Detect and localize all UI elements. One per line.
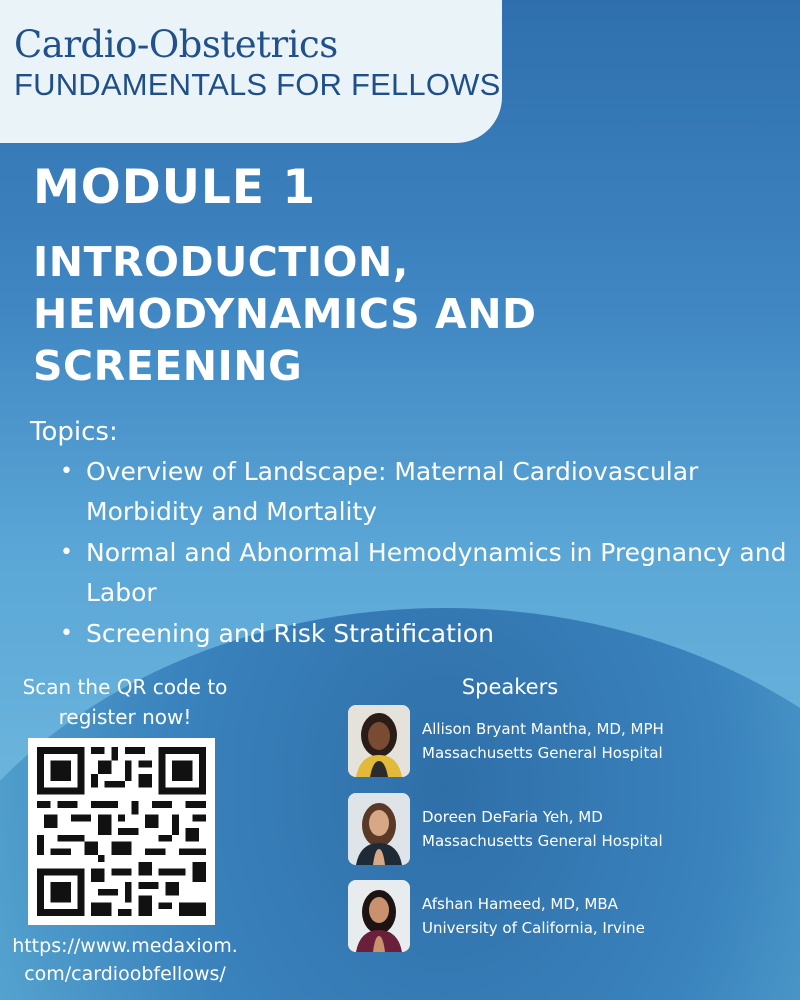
speakers-heading: Speakers (461, 675, 559, 699)
topic-text: Normal and Abnormal Hemodynamics in Pregnancy and Labor (86, 538, 787, 607)
speaker-info (422, 805, 663, 853)
speaker-info (422, 892, 645, 940)
speaker-affiliation: University of California, Irvine (422, 919, 645, 937)
speaker-name: Doreen DeFaria Yeh, MD (422, 808, 603, 826)
speaker-name: Allison Bryant Mantha, MD, MPH (422, 720, 664, 738)
module-title (33, 236, 773, 392)
header-banner (0, 0, 502, 143)
bullet-icon: • (60, 621, 73, 646)
qr-caption (0, 672, 250, 732)
qr-code[interactable] (28, 738, 215, 925)
qr-caption-line: Scan the QR code to (22, 675, 228, 699)
registration-url-line: https://www.medaxiom. (12, 935, 238, 957)
program-subtitle: FUNDAMENTALS FOR FELLOWS (14, 67, 501, 102)
qr-caption-line: register now! (58, 705, 192, 729)
module-title-line: HEMODYNAMICS AND (33, 290, 537, 338)
speaker-name: Afshan Hameed, MD, MBA (422, 895, 618, 913)
topics-heading: Topics: (30, 417, 118, 447)
topic-text: Overview of Landscape: Maternal Cardiovascular Morbidity and Mortality (86, 457, 699, 526)
person-icon (348, 705, 410, 777)
speaker-card (348, 793, 788, 865)
bullet-icon: • (60, 540, 73, 565)
speaker-photo (348, 880, 410, 952)
topic-item (60, 533, 800, 613)
registration-url-line: com/cardioobfellows/ (24, 963, 226, 985)
speaker-photo (348, 793, 410, 865)
person-icon (348, 880, 410, 952)
speaker-card (348, 880, 788, 952)
topics-list (60, 452, 800, 655)
topic-text: Screening and Risk Stratification (86, 619, 495, 648)
module-label: MODULE 1 (33, 160, 317, 215)
bullet-icon: • (60, 459, 73, 484)
speaker-info (422, 717, 664, 765)
speaker-affiliation: Massachusetts General Hospital (422, 744, 663, 762)
topic-item (60, 614, 800, 654)
topic-item (60, 452, 800, 532)
registration-url[interactable] (0, 932, 250, 988)
speaker-affiliation: Massachusetts General Hospital (422, 832, 663, 850)
speaker-photo (348, 705, 410, 777)
program-title: Cardio-Obstetrics (14, 23, 338, 66)
person-icon (348, 793, 410, 865)
speaker-card (348, 705, 788, 777)
module-title-line: INTRODUCTION, (33, 238, 409, 286)
module-title-line: SCREENING (33, 342, 303, 390)
qr-code-icon (37, 747, 206, 916)
